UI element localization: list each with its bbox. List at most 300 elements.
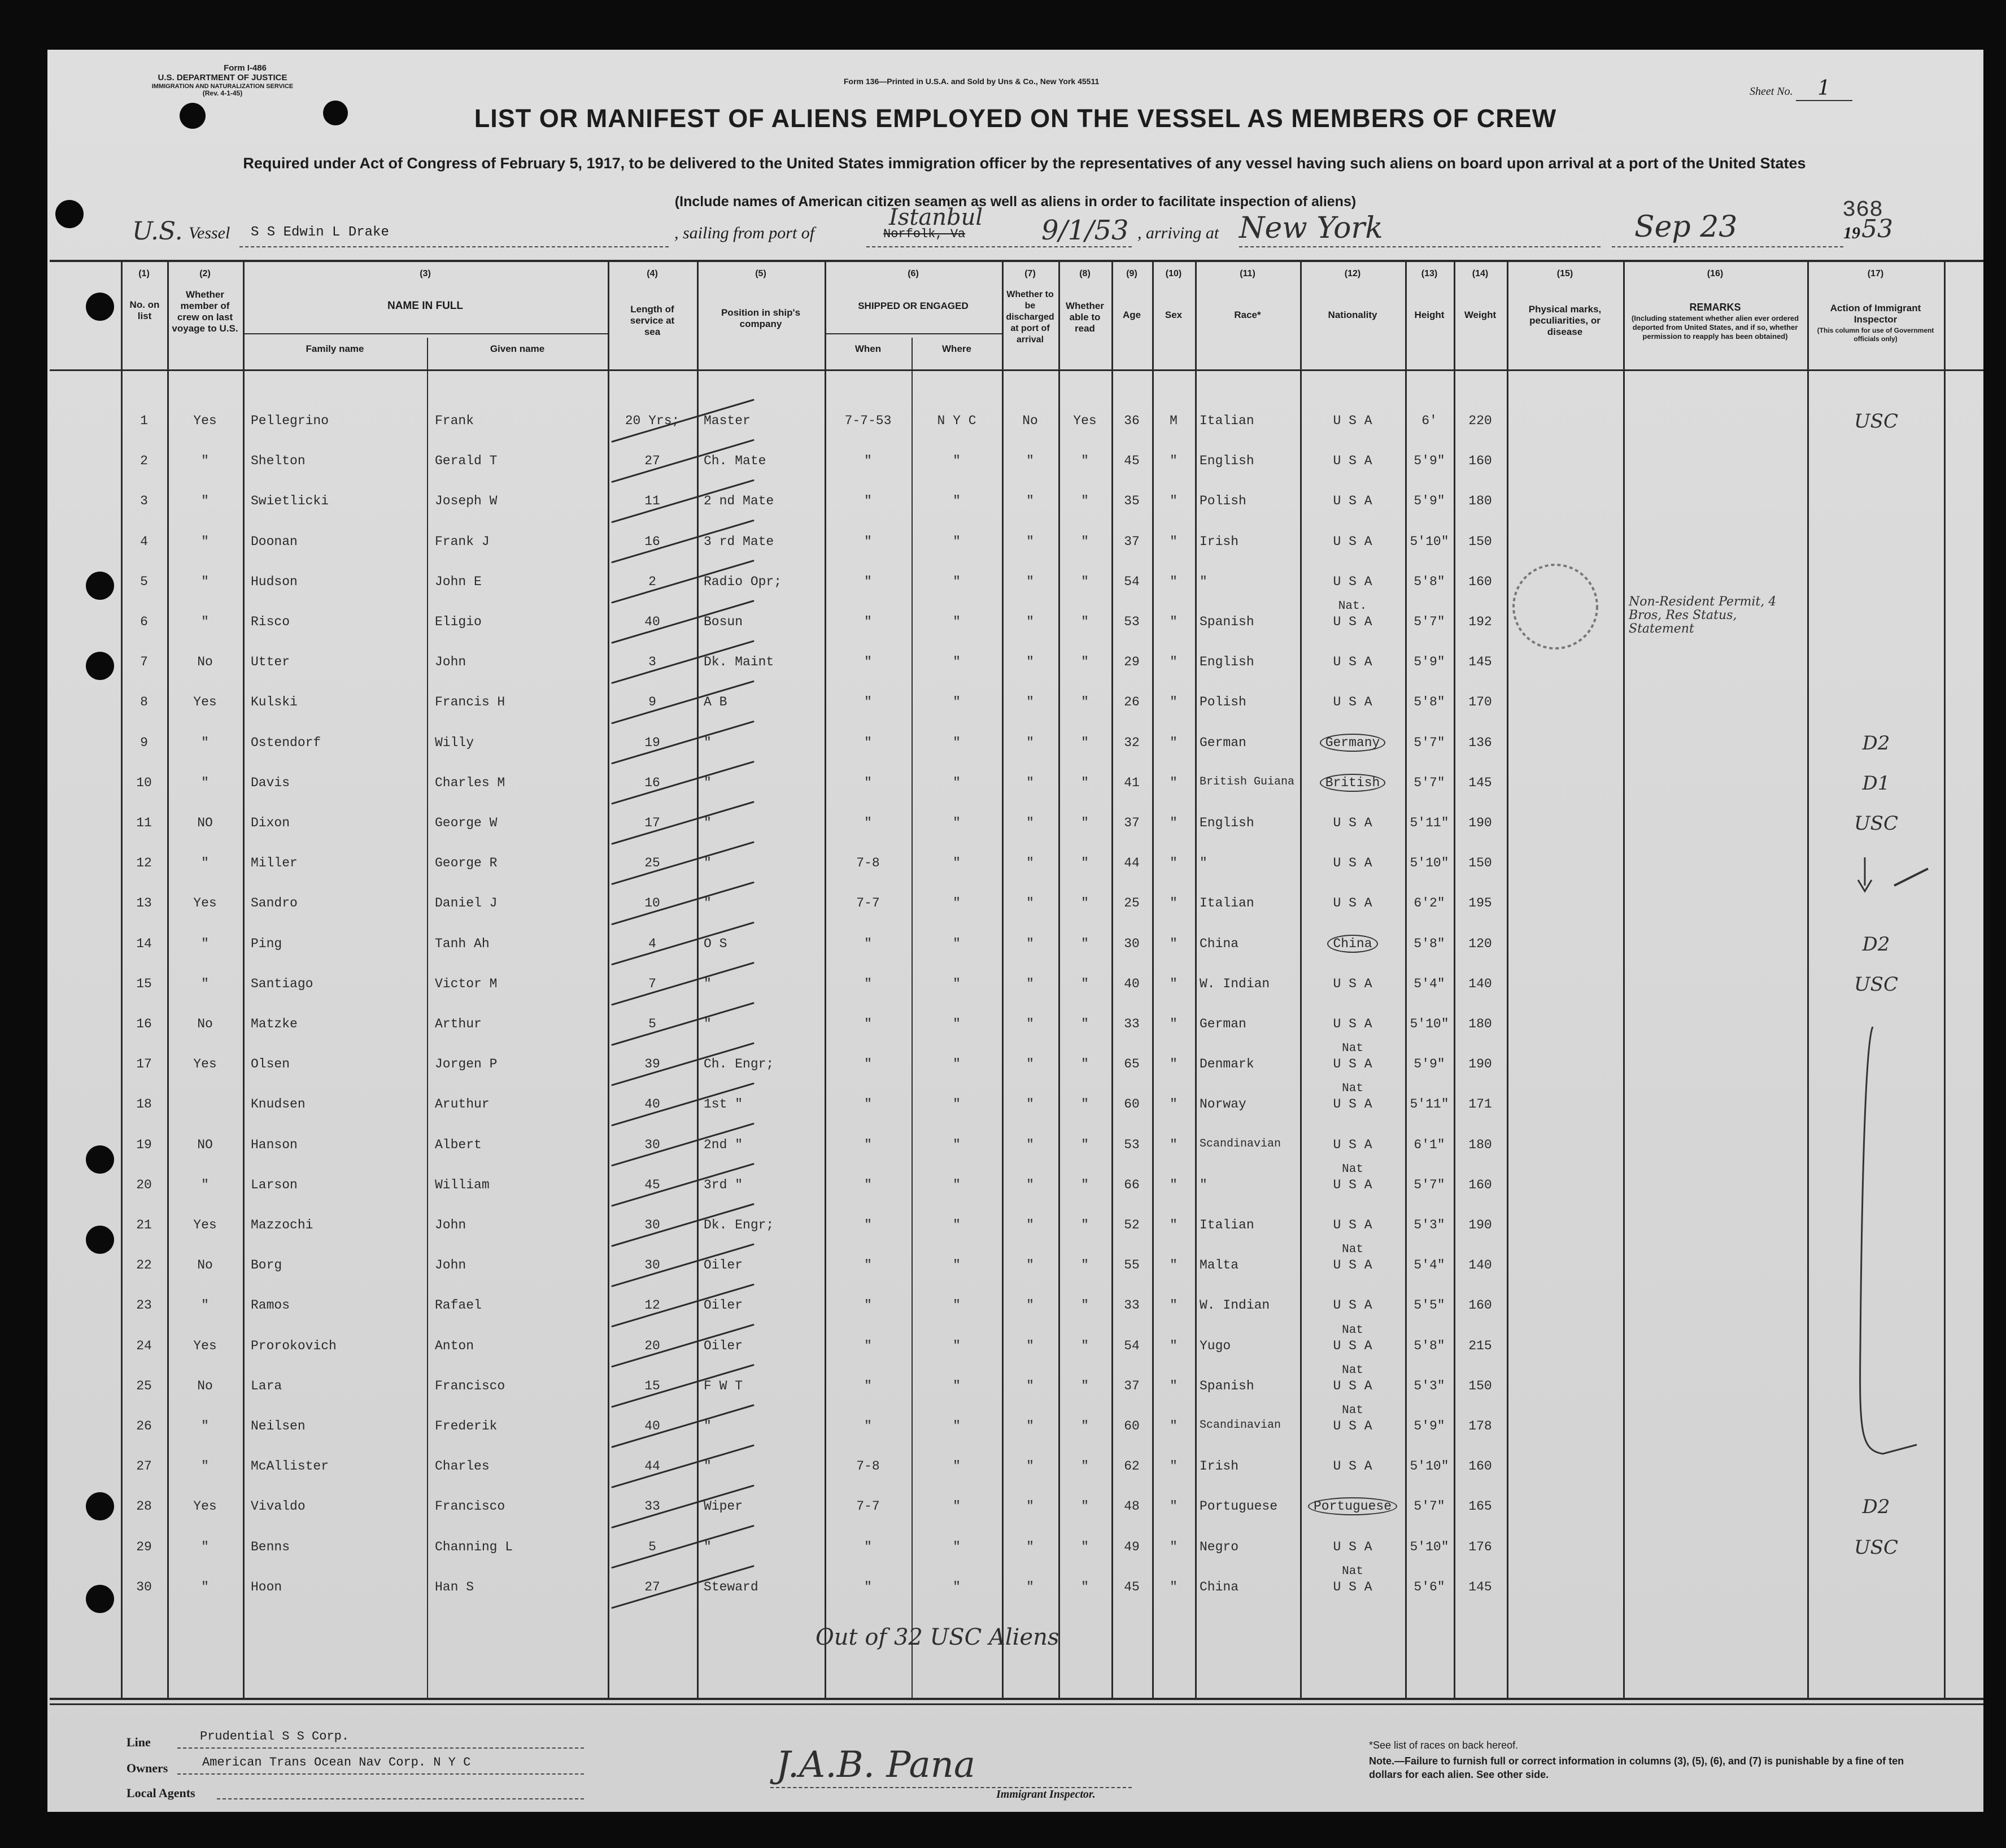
age: 41 xyxy=(1124,775,1140,790)
nationality: U S A xyxy=(1333,1097,1372,1112)
row-number: 2 xyxy=(140,454,148,469)
service-strike xyxy=(612,1083,753,1125)
service-strike xyxy=(612,1405,753,1447)
race: " xyxy=(1200,856,1207,871)
col-head-action-sub: (This column for use of Government officials only) xyxy=(1817,326,1934,343)
given-name: Albert xyxy=(435,1137,482,1152)
last-voyage: " xyxy=(201,1419,209,1433)
race: W. Indian xyxy=(1200,1298,1270,1313)
nationality: U S A xyxy=(1333,1017,1372,1031)
family-name: Vivaldo xyxy=(251,1499,306,1514)
race: Italian xyxy=(1200,413,1254,428)
service-length: 45 xyxy=(644,1177,660,1192)
discharged: " xyxy=(1026,896,1034,911)
race: Spanish xyxy=(1200,614,1254,629)
height: 6'1" xyxy=(1414,1137,1445,1152)
family-name: Hoon xyxy=(251,1579,282,1594)
age: 33 xyxy=(1124,1298,1140,1313)
nationality: U S A xyxy=(1333,1419,1372,1433)
service-length: 3 xyxy=(648,655,656,670)
line-value: Prudential S S Corp. xyxy=(200,1729,350,1744)
row-number: 10 xyxy=(136,775,152,790)
family-name: Miller xyxy=(251,856,298,871)
shipped-when: " xyxy=(864,1378,872,1393)
col-head-nationality: Nationality xyxy=(1328,310,1377,320)
family-name: Lara xyxy=(251,1378,282,1393)
service-length: 7 xyxy=(648,976,656,991)
sex: " xyxy=(1170,1298,1178,1313)
height: 6'2" xyxy=(1414,896,1445,911)
height: 5'10" xyxy=(1410,1017,1449,1031)
service-strike xyxy=(612,1365,753,1407)
able-to-read: " xyxy=(1081,1057,1089,1072)
nationality: U S A xyxy=(1333,1298,1372,1313)
given-name: Aruthur xyxy=(435,1097,490,1112)
col-num: (14) xyxy=(1472,269,1489,278)
sex: " xyxy=(1170,1338,1178,1353)
given-name: William xyxy=(435,1177,490,1192)
last-voyage: Yes xyxy=(193,1057,217,1072)
fine-note xyxy=(1369,1754,1911,1781)
col-num: (15) xyxy=(1556,269,1573,278)
position: 3rd " xyxy=(704,1177,743,1192)
col-head-shipped: SHIPPED OR ENGAGED xyxy=(858,300,969,311)
age: 44 xyxy=(1124,856,1140,871)
discharged: " xyxy=(1026,574,1034,589)
row-number: 28 xyxy=(136,1499,152,1514)
race: Scandinavian xyxy=(1200,1137,1281,1150)
inspector-action: D2 xyxy=(1862,731,1890,755)
stamp-number: 368 xyxy=(1842,198,1883,223)
given-name: Francisco xyxy=(435,1378,505,1393)
given-name: John xyxy=(435,1218,466,1232)
last-voyage: " xyxy=(201,1539,209,1554)
col-head-sex: Sex xyxy=(1165,310,1183,320)
last-voyage: No xyxy=(197,655,213,670)
service-strike xyxy=(612,1244,753,1286)
service-strike xyxy=(612,1485,753,1527)
last-voyage: NO xyxy=(197,816,213,830)
row-number: 13 xyxy=(136,896,152,911)
given-name: Francisco xyxy=(435,1499,505,1514)
col-head-discharge: Whether to be discharged at port of arrival xyxy=(1006,290,1054,345)
col-num: (17) xyxy=(1867,269,1884,278)
family-name: Santiago xyxy=(251,976,313,991)
shipped-when: 7-7 xyxy=(856,896,880,911)
family-name: Benns xyxy=(251,1539,290,1554)
height: 5'8" xyxy=(1414,1338,1445,1353)
age: 45 xyxy=(1124,1579,1140,1594)
position: Oiler xyxy=(704,1258,743,1273)
nationality: U S A xyxy=(1333,534,1372,549)
service-length: 20 Yrs; xyxy=(625,413,680,428)
shipped-where: " xyxy=(953,1338,961,1353)
service-length: 9 xyxy=(648,695,656,710)
family-name: Shelton xyxy=(251,454,306,469)
discharged: " xyxy=(1026,1258,1034,1273)
remarks-note: Non-Resident Permit, 4 Bros, Res Status, Statement xyxy=(1629,595,1777,636)
able-to-read: " xyxy=(1081,1419,1089,1433)
weight: 150 xyxy=(1468,856,1492,871)
check-mark xyxy=(1894,869,1928,886)
able-to-read: " xyxy=(1081,1338,1089,1353)
race: Irish xyxy=(1200,534,1239,549)
naturalized-prefix: Nat xyxy=(1342,1042,1363,1056)
service-strike xyxy=(612,1526,753,1568)
discharged: " xyxy=(1026,1459,1034,1474)
height: 5'11" xyxy=(1410,1097,1449,1112)
position: Oiler xyxy=(704,1338,743,1353)
discharged: " xyxy=(1026,1218,1034,1232)
agents-underline xyxy=(217,1798,584,1799)
col-head-family: Family name xyxy=(306,343,364,354)
service-strike xyxy=(612,1043,753,1085)
col-head-position: Position in ship's company xyxy=(721,307,801,329)
shipped-when: " xyxy=(864,816,872,830)
able-to-read: " xyxy=(1081,1459,1089,1474)
weight: 150 xyxy=(1468,534,1492,549)
nationality: U S A xyxy=(1333,1579,1372,1594)
age: 37 xyxy=(1124,534,1140,549)
race: British Guiana xyxy=(1200,775,1295,788)
line-label: Line xyxy=(127,1735,151,1749)
height: 5'7" xyxy=(1414,1177,1445,1192)
height: 5'8" xyxy=(1414,695,1445,710)
family-name: Matzke xyxy=(251,1017,298,1031)
service-strike xyxy=(612,722,753,764)
age: 49 xyxy=(1124,1539,1140,1554)
weight: 180 xyxy=(1468,1137,1492,1152)
inspector-action: D2 xyxy=(1862,932,1890,956)
shipped-when: " xyxy=(864,1017,872,1031)
nationality: U S A xyxy=(1333,1539,1372,1554)
sex: " xyxy=(1170,1539,1178,1554)
given-name: Jorgen P xyxy=(435,1057,498,1072)
col-num: (1) xyxy=(138,269,150,278)
shipped-where: " xyxy=(953,534,961,549)
row-number: 14 xyxy=(136,936,152,951)
able-to-read: " xyxy=(1081,1499,1089,1514)
col-head-height: Height xyxy=(1414,310,1445,320)
discharged: " xyxy=(1026,976,1034,991)
weight: 160 xyxy=(1468,1298,1492,1313)
age: 29 xyxy=(1124,655,1140,670)
service-length: 44 xyxy=(644,1459,660,1474)
shipped-when: " xyxy=(864,1579,872,1594)
nationality: U S A xyxy=(1333,454,1372,469)
last-voyage: Yes xyxy=(193,413,217,428)
family-name: Borg xyxy=(251,1258,282,1273)
last-voyage: Yes xyxy=(193,896,217,911)
race: German xyxy=(1200,1017,1246,1031)
family-name: Davis xyxy=(251,775,290,790)
discharged: " xyxy=(1026,775,1034,790)
shipped-when: " xyxy=(864,1097,872,1112)
vessel-label: Vessel xyxy=(189,224,230,242)
shipped-where: " xyxy=(953,1017,961,1031)
row-number: 8 xyxy=(140,695,148,710)
race: English xyxy=(1200,816,1254,830)
service-length: 17 xyxy=(644,816,660,830)
last-voyage: No xyxy=(197,1258,213,1273)
position: " xyxy=(704,1419,712,1433)
race: Scandinavian xyxy=(1200,1419,1281,1432)
race: Spanish xyxy=(1200,1378,1254,1393)
shipped-when: " xyxy=(864,494,872,509)
col-num: (16) xyxy=(1707,269,1724,278)
given-name: Charles M xyxy=(435,775,505,790)
age: 62 xyxy=(1124,1459,1140,1474)
shipped-when: 7-8 xyxy=(856,1459,880,1474)
revision: (Rev. 4-1-45) xyxy=(202,89,243,98)
able-to-read: " xyxy=(1081,1579,1089,1594)
strike-marks xyxy=(47,50,1983,1812)
age: 32 xyxy=(1124,735,1140,750)
shipped-where: " xyxy=(953,1298,961,1313)
service-name: IMMIGRATION AND NATURALIZATION SERVICE xyxy=(151,82,294,90)
family-name: Pellegrino xyxy=(251,413,329,428)
shipped-where: " xyxy=(953,936,961,951)
able-to-read: " xyxy=(1081,1097,1089,1112)
discharged: " xyxy=(1026,1057,1034,1072)
service-strike xyxy=(612,1124,753,1166)
nationality: U S A xyxy=(1333,614,1372,629)
given-name: Channing L xyxy=(435,1539,513,1554)
height: 5'6" xyxy=(1414,1579,1445,1594)
given-name: John E xyxy=(435,574,482,589)
shipped-when: " xyxy=(864,775,872,790)
row-number: 26 xyxy=(136,1419,152,1433)
service-strike xyxy=(612,762,753,804)
last-voyage: " xyxy=(201,976,209,991)
height: 5'10" xyxy=(1410,534,1449,549)
age: 26 xyxy=(1124,695,1140,710)
line-underline xyxy=(177,1747,584,1749)
form-number: Form I-486 xyxy=(224,63,267,73)
col-head-weight: Weight xyxy=(1464,310,1497,320)
weight: 165 xyxy=(1468,1499,1492,1514)
age: 66 xyxy=(1124,1177,1140,1192)
weight: 160 xyxy=(1468,574,1492,589)
able-to-read: " xyxy=(1081,1017,1089,1031)
given-name: Anton xyxy=(435,1338,474,1353)
race: Denmark xyxy=(1200,1057,1254,1072)
family-name: Mazzochi xyxy=(251,1218,313,1232)
row-number: 19 xyxy=(136,1137,152,1152)
shipped-where: " xyxy=(953,454,961,469)
row-number: 20 xyxy=(136,1177,152,1192)
service-length: 15 xyxy=(644,1378,660,1393)
height: 5'5" xyxy=(1414,1298,1445,1313)
sex: " xyxy=(1170,936,1178,951)
page-title: LIST OR MANIFEST OF ALIENS EMPLOYED ON THE VESSEL AS MEMBERS OF CREW xyxy=(474,104,1557,133)
position: Bosun xyxy=(704,614,743,629)
position: Steward xyxy=(704,1579,758,1594)
age: 30 xyxy=(1124,936,1140,951)
age: 60 xyxy=(1124,1419,1140,1433)
service-length: 12 xyxy=(644,1298,660,1313)
last-voyage: " xyxy=(201,856,209,871)
given-name: John xyxy=(435,655,466,670)
sex: " xyxy=(1170,976,1178,991)
shipped-when: " xyxy=(864,1298,872,1313)
discharged: " xyxy=(1026,735,1034,750)
nationality: U S A xyxy=(1333,1459,1372,1474)
sex: " xyxy=(1170,1137,1178,1152)
able-to-read: " xyxy=(1081,976,1089,991)
family-name: Ramos xyxy=(251,1298,290,1313)
last-voyage: NO xyxy=(197,1137,213,1152)
last-voyage: " xyxy=(201,735,209,750)
row-number: 1 xyxy=(140,413,148,428)
sailing-label: , sailing from port of xyxy=(674,224,815,242)
owners-value: American Trans Ocean Nav Corp. N Y C xyxy=(202,1755,471,1769)
last-voyage: No xyxy=(197,1378,213,1393)
arrival-date: Sep 23 xyxy=(1634,210,1738,244)
age: 45 xyxy=(1124,454,1140,469)
discharged: " xyxy=(1026,655,1034,670)
family-name: Kulski xyxy=(251,695,298,710)
col-num: (10) xyxy=(1165,269,1182,278)
row-number: 3 xyxy=(140,494,148,509)
row-number: 29 xyxy=(136,1539,152,1554)
row-number: 27 xyxy=(136,1459,152,1474)
nationality: U S A xyxy=(1333,1057,1372,1072)
race: Norway xyxy=(1200,1097,1246,1112)
sex: " xyxy=(1170,1499,1178,1514)
official-stamp xyxy=(1514,565,1597,648)
last-voyage: " xyxy=(201,775,209,790)
position: 3 rd Mate xyxy=(704,534,774,549)
row-number: 22 xyxy=(136,1258,152,1273)
height: 5'9" xyxy=(1414,1057,1445,1072)
ditto-arrow xyxy=(1858,857,1872,891)
able-to-read: " xyxy=(1081,1258,1089,1273)
discharged: No xyxy=(1022,413,1038,428)
nationality: U S A xyxy=(1333,1378,1372,1393)
naturalized-prefix: Nat xyxy=(1342,1243,1363,1257)
height: 5'9" xyxy=(1414,1419,1445,1433)
row-number: 25 xyxy=(136,1378,152,1393)
height: 5'4" xyxy=(1414,976,1445,991)
height: 5'3" xyxy=(1414,1218,1445,1232)
discharged: " xyxy=(1026,1539,1034,1554)
row-number: 5 xyxy=(140,574,148,589)
given-name: Arthur xyxy=(435,1017,482,1031)
agents-label: Local Agents xyxy=(127,1786,195,1800)
shipped-when: " xyxy=(864,614,872,629)
discharged: " xyxy=(1026,614,1034,629)
service-length: 30 xyxy=(644,1218,660,1232)
service-length: 40 xyxy=(644,1419,660,1433)
given-name: Joseph W xyxy=(435,494,498,509)
printer-line: Form 136—Printed in U.S.A. and Sold by Uns & Co., New York 45511 xyxy=(844,77,1100,86)
service-strike xyxy=(612,681,753,723)
service-strike xyxy=(612,802,753,844)
discharged: " xyxy=(1026,936,1034,951)
family-name: Knudsen xyxy=(251,1097,306,1112)
service-length: 20 xyxy=(644,1338,660,1353)
service-strike xyxy=(612,1566,753,1608)
height: 6' xyxy=(1421,413,1437,428)
sex: " xyxy=(1170,1579,1178,1594)
discharged: " xyxy=(1026,1177,1034,1192)
shipped-where: " xyxy=(953,494,961,509)
shipped-where: " xyxy=(953,896,961,911)
row-number: 7 xyxy=(140,655,148,670)
sex: " xyxy=(1170,1258,1178,1273)
shipped-when: " xyxy=(864,534,872,549)
age: 37 xyxy=(1124,816,1140,830)
able-to-read: " xyxy=(1081,1298,1089,1313)
service-strike xyxy=(612,1164,753,1206)
race: Malta xyxy=(1200,1258,1239,1273)
position: Radio Opr; xyxy=(704,574,782,589)
shipped-when: " xyxy=(864,1177,872,1192)
shipped-when: " xyxy=(864,1419,872,1433)
height: 5'9" xyxy=(1414,655,1445,670)
given-name: Rafael xyxy=(435,1298,482,1313)
height: 5'4" xyxy=(1414,1258,1445,1273)
race: Polish xyxy=(1200,494,1246,509)
row-number: 6 xyxy=(140,614,148,629)
last-voyage: Yes xyxy=(193,1218,217,1232)
shipped-when: " xyxy=(864,454,872,469)
inspector-action: D1 xyxy=(1862,772,1890,795)
sex: " xyxy=(1170,856,1178,871)
given-name: Gerald T xyxy=(435,454,498,469)
weight: 192 xyxy=(1468,614,1492,629)
weight: 140 xyxy=(1468,976,1492,991)
shipped-where: " xyxy=(953,614,961,629)
shipped-where: N Y C xyxy=(937,413,976,428)
height: 5'7" xyxy=(1414,1499,1445,1514)
race: Polish xyxy=(1200,695,1246,710)
shipped-where: " xyxy=(953,1378,961,1393)
weight: 150 xyxy=(1468,1378,1492,1393)
col-head-when: When xyxy=(854,343,882,354)
discharged: " xyxy=(1026,494,1034,509)
sheet-label: Sheet No. xyxy=(1750,85,1793,98)
race: Italian xyxy=(1200,896,1254,911)
last-voyage: Yes xyxy=(193,1499,217,1514)
height: 5'10" xyxy=(1410,856,1449,871)
col-head-remarks: REMARKS xyxy=(1689,302,1741,313)
nationality-circled: Germany xyxy=(1320,734,1386,752)
sex: " xyxy=(1170,1177,1178,1192)
height: 5'7" xyxy=(1414,735,1445,750)
height: 5'11" xyxy=(1410,816,1449,830)
shipped-when: " xyxy=(864,976,872,991)
nationality: U S A xyxy=(1333,655,1372,670)
service-strike xyxy=(612,1003,753,1045)
position: Ch. Mate xyxy=(704,454,766,469)
service-length: 27 xyxy=(644,454,660,469)
shipped-where: " xyxy=(953,695,961,710)
shipped-when: " xyxy=(864,1057,872,1072)
family-name: Ping xyxy=(251,936,282,951)
naturalized-prefix: Nat xyxy=(1342,1162,1363,1176)
col-head-given: Given name xyxy=(490,343,545,354)
sex: " xyxy=(1170,1218,1178,1232)
weight: 136 xyxy=(1468,735,1492,750)
position: Dk. Maint xyxy=(704,655,774,670)
naturalized-prefix: Nat. xyxy=(1338,600,1367,613)
race: German xyxy=(1200,735,1246,750)
row-number: 15 xyxy=(136,976,152,991)
able-to-read: " xyxy=(1081,454,1089,469)
sex: " xyxy=(1170,1057,1178,1072)
